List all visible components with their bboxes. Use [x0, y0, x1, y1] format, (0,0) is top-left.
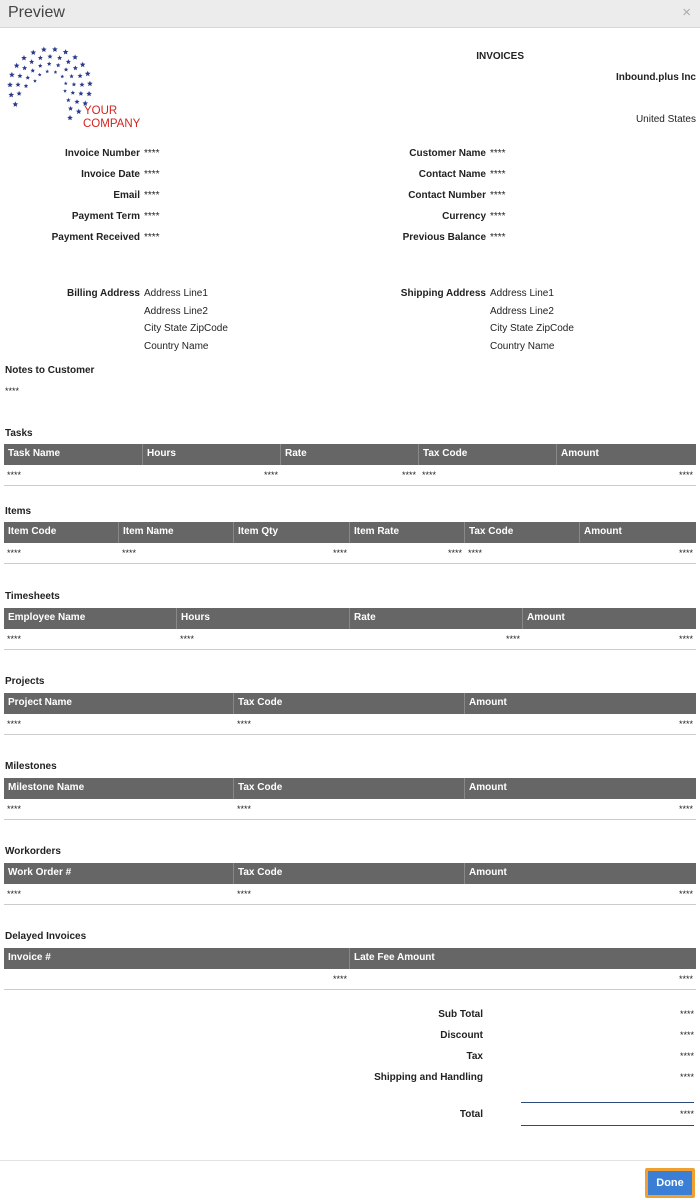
shipping-handling-label: Shipping and Handling: [374, 1072, 483, 1083]
billing-address-line: Address Line2: [144, 305, 208, 317]
table-cell: ****: [332, 548, 347, 558]
field-previous-balance: [300, 232, 506, 246]
column-header: Hours: [177, 608, 350, 629]
column-header: Hours: [143, 444, 281, 465]
column-header: Amount: [469, 782, 507, 793]
table-cell: ****: [7, 548, 22, 558]
field-label: Email: [113, 190, 140, 201]
tasks-title: Tasks: [5, 428, 33, 439]
billing-address-line: City State ZipCode: [144, 323, 228, 334]
sub-total-label: Sub Total: [438, 1009, 483, 1020]
field-label: Contact Number: [408, 190, 486, 201]
field-value: ****: [490, 211, 506, 222]
table-cell: ****: [678, 804, 693, 814]
field-label: Invoice Number: [64, 148, 140, 159]
table-cell: ****: [332, 974, 347, 984]
table-header: [4, 948, 696, 969]
close-icon[interactable]: ×: [682, 4, 691, 21]
delayed-invoices-table: [4, 948, 696, 990]
table-cell: ****: [468, 548, 483, 558]
delayed-invoices-title: Delayed Invoices: [5, 931, 87, 942]
company-country: United States: [635, 114, 696, 125]
column-header: Item Rate: [350, 522, 465, 543]
field-value: ****: [144, 232, 160, 243]
table-cell: ****: [7, 804, 22, 814]
table-header: [4, 608, 696, 629]
table-row: [4, 884, 696, 905]
items-title: Items: [5, 506, 32, 517]
table-row: [4, 714, 696, 735]
column-header: Amount: [469, 867, 507, 878]
table-cell: ****: [122, 548, 137, 558]
table-row: [4, 543, 696, 564]
table-cell: ****: [678, 719, 693, 729]
column-header: Tax Code: [234, 863, 465, 884]
billing-address-line: Address Line1: [144, 288, 208, 299]
items-table: [4, 522, 696, 564]
timesheets-table: [4, 608, 696, 650]
field-label: Previous Balance: [402, 232, 486, 243]
table-cell: ****: [7, 889, 22, 899]
table-header: [4, 863, 696, 884]
column-header: Amount: [469, 697, 507, 708]
milestones-table: [4, 778, 696, 820]
column-header: Milestone Name: [4, 778, 234, 799]
workorders-table: [4, 863, 696, 905]
field-label: Invoice Date: [81, 169, 140, 180]
logo-text-line2: COMPANY: [83, 118, 141, 130]
table-header: [4, 693, 696, 714]
table-row: [4, 969, 696, 990]
field-invoice-number: [0, 148, 160, 162]
tasks-table: [4, 444, 696, 486]
table-row: [4, 799, 696, 820]
column-header: Tax Code: [234, 778, 465, 799]
done-button[interactable]: Done: [645, 1168, 695, 1198]
column-header: Late Fee Amount: [354, 952, 435, 963]
shipping-address-label: Shipping Address: [400, 288, 486, 299]
shipping-address-line: Address Line1: [490, 288, 554, 299]
table-cell: ****: [263, 470, 278, 480]
field-value: ****: [144, 169, 160, 180]
timesheets-title: Timesheets: [5, 591, 60, 602]
table-header: [4, 778, 696, 799]
shipping-address-lines: [490, 285, 574, 355]
field-label: Payment Term: [71, 211, 140, 222]
dialog-footer: [0, 1160, 700, 1200]
column-header: Project Name: [4, 693, 234, 714]
logo-text-line1: YOUR: [84, 105, 118, 117]
field-email: [0, 190, 160, 204]
field-label: Payment Received: [51, 232, 140, 243]
total-label: Total: [459, 1109, 483, 1120]
field-value: ****: [490, 190, 506, 201]
table-cell: ****: [237, 719, 252, 729]
table-cell: ****: [7, 470, 22, 480]
notes-value: ****: [5, 386, 20, 396]
table-header: [4, 444, 696, 465]
billing-address-label: Billing Address: [67, 288, 140, 299]
column-header: Tax Code: [234, 693, 465, 714]
field-contact-name: [300, 169, 506, 183]
table-cell: ****: [678, 889, 693, 899]
column-header: Rate: [281, 444, 419, 465]
billing-address-lines: [144, 285, 228, 355]
field-label: Customer Name: [409, 148, 486, 159]
column-header: Tax Code: [465, 522, 580, 543]
column-header: Item Code: [4, 522, 119, 543]
table-cell: ****: [678, 548, 693, 558]
shipping-address-line: City State ZipCode: [490, 323, 574, 334]
column-header: Task Name: [4, 444, 143, 465]
shipping-address-line: Address Line2: [490, 305, 554, 317]
field-value: ****: [144, 148, 160, 159]
table-cell: ****: [401, 470, 416, 480]
projects-title: Projects: [5, 676, 45, 687]
table-cell: ****: [447, 548, 462, 558]
tax-value: ****: [679, 1051, 694, 1061]
table-row: [4, 465, 696, 486]
total-value: ****: [679, 1109, 694, 1119]
table-cell: ****: [678, 470, 693, 480]
projects-table: [4, 693, 696, 735]
milestones-title: Milestones: [5, 761, 57, 772]
dialog-titlebar: [0, 0, 700, 28]
preview-content: [0, 28, 700, 1160]
column-header: Employee Name: [4, 608, 177, 629]
company-logo: [4, 40, 160, 138]
column-header: Item Qty: [234, 522, 350, 543]
field-contact-number: [300, 190, 506, 204]
field-value: ****: [144, 211, 160, 222]
discount-label: Discount: [440, 1030, 483, 1041]
column-header: Amount: [584, 526, 622, 537]
tax-label: Tax: [466, 1051, 483, 1062]
table-header: [4, 522, 696, 543]
column-header: Amount: [561, 448, 599, 459]
table-cell: ****: [678, 974, 693, 984]
column-header: Invoice #: [4, 948, 350, 969]
column-header: Amount: [527, 612, 565, 623]
notes-title: Notes to Customer: [5, 365, 95, 376]
dialog-title: Preview: [8, 4, 65, 21]
table-cell: ****: [7, 634, 22, 644]
field-value: ****: [144, 190, 160, 201]
field-value: ****: [490, 148, 506, 159]
column-header: Rate: [350, 608, 523, 629]
table-cell: ****: [237, 889, 252, 899]
field-value: ****: [490, 232, 506, 243]
total-divider-top: [521, 1102, 694, 1103]
discount-value: ****: [679, 1030, 694, 1040]
globe-stars-icon: [4, 40, 160, 138]
field-customer-name: [300, 148, 506, 162]
table-cell: ****: [237, 804, 252, 814]
sub-total-value: ****: [679, 1009, 694, 1019]
table-cell: ****: [422, 470, 437, 480]
company-name: Inbound.plus Inc: [616, 72, 696, 83]
table-row: [4, 629, 696, 650]
billing-address-line: Country Name: [144, 340, 209, 352]
workorders-title: Workorders: [5, 846, 61, 857]
field-invoice-date: [0, 169, 160, 183]
field-label: Currency: [442, 211, 486, 222]
column-header: Tax Code: [419, 444, 557, 465]
table-cell: ****: [505, 634, 520, 644]
table-cell: ****: [180, 634, 195, 644]
total-divider-bottom: [521, 1125, 694, 1126]
invoice-heading: INVOICES: [476, 51, 524, 62]
table-cell: ****: [7, 719, 22, 729]
shipping-address-line: Country Name: [490, 340, 555, 352]
field-payment-term: [0, 211, 160, 225]
field-payment-received: [0, 232, 160, 246]
field-currency: [300, 211, 506, 225]
column-header: Item Name: [119, 522, 234, 543]
table-cell: ****: [678, 634, 693, 644]
field-label: Contact Name: [418, 169, 486, 180]
shipping-handling-value: ****: [679, 1072, 694, 1082]
field-value: ****: [490, 169, 506, 180]
column-header: Work Order #: [4, 863, 234, 884]
